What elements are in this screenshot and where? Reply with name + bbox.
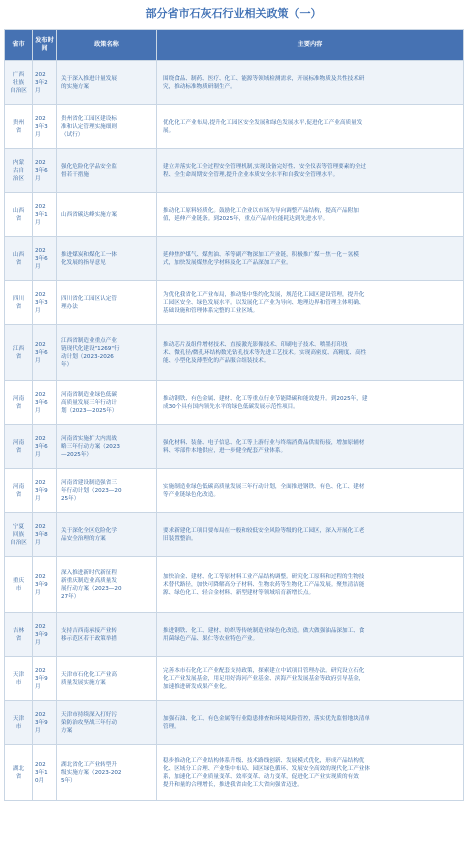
policy-name-cell-text: 贵州省化工园区建设标 准和认定管理实施细则 （试行） xyxy=(61,115,117,138)
province-cell-text: 内蒙 古自 治区 xyxy=(12,159,25,182)
policy-name-cell-text: 四川省化工园区认定管 理办法 xyxy=(61,295,117,310)
content-cell-text: 完善本市石化化工产业配套支持政策，探索建立中试项目管理办法。研究设立石化 化工产业发展基金，用足用好海河产业基金、滨海产业发展基金等政府引导基金， 加速推进研发成果产业化。 xyxy=(163,667,365,690)
content-cell-text: 推动化工原料轻质化。鼓励化工企业以市场为导向调整产品结构，提高产品附加 值，延伸产业链条。到2025年，重点产品单位能耗达到先进水平。 xyxy=(163,207,359,222)
table-row xyxy=(5,281,464,325)
date-cell-text: 202 3年6 月 xyxy=(35,435,48,458)
date-cell-text: 202 3年3 月 xyxy=(35,115,48,138)
content-cell-text: 加快冶金、建材、化工等原材料工业产品结构调整。研究化工原料和过程的生物技 术替代路径，加快可降解高分子材料、生物农药等生物化工产品发展。聚焦清洁能 源、绿色化工、轻合金材料、新型建材等领域培育新增长点。 xyxy=(163,573,365,596)
content-cell xyxy=(157,381,464,425)
header-province: 省市 xyxy=(5,30,33,61)
province-cell-text: 天津 市 xyxy=(12,715,25,730)
province-cell xyxy=(5,657,33,701)
content-cell-text: 推动钢铁、有色金属、建材、化工等重点行业节能降碳和能效提升。到2025年，建 成30个具有国内领先水平的绿色低碳发展示范性项目。 xyxy=(163,395,368,410)
date-cell xyxy=(33,701,57,745)
table-row xyxy=(5,745,464,801)
policy-name-cell-text: 深入推进新时代新征程 新重庆制造业高质量发 展行动方案（2023—20 27年） xyxy=(61,569,122,600)
content-cell xyxy=(157,745,464,801)
date-cell-text: 202 3年6 月 xyxy=(35,247,48,270)
date-cell xyxy=(33,613,57,657)
policy-name-cell-text: 河南省建设制造强省三 年行动计划（2023—20 25年） xyxy=(61,479,122,502)
province-cell-text: 河南 省 xyxy=(12,395,25,410)
date-cell xyxy=(33,325,57,381)
province-cell xyxy=(5,193,33,237)
province-cell-text: 河南 省 xyxy=(12,483,25,498)
table-row xyxy=(5,237,464,281)
date-cell xyxy=(33,745,57,801)
content-cell-text: 强化材料、装备、电子信息、化工等上游行业与终端消费品供需衔接，增加原辅材 料、零部件本地供应，进一步健全配套产业体系。 xyxy=(163,439,365,454)
province-cell xyxy=(5,701,33,745)
content-cell xyxy=(157,193,464,237)
date-cell xyxy=(33,425,57,469)
content-cell-text: 优化化工产业布局,提升化工园区安全发展和绿色发展水平,促进化工产业高质量发 展。 xyxy=(163,119,363,134)
province-cell xyxy=(5,381,33,425)
content-cell xyxy=(157,513,464,557)
table-row xyxy=(5,469,464,513)
province-cell xyxy=(5,105,33,149)
content-cell-text: 推动芯片及组件增材技术、直接激光影像技术、印刷电子技术、喷墨打印技 术、微孔径/微孔环结构数光钻孔技术等先进工艺技术。实现高密度、高精度、高性 能、小型化及薄型化的产品服合组装技术。 xyxy=(163,341,367,364)
date-cell xyxy=(33,381,57,425)
policy-name-cell-text: 河南省制造业绿色低碳 高质量发展三年行动计 划（2023—2025年） xyxy=(61,391,118,414)
province-cell-text: 吉林 省 xyxy=(12,627,25,642)
date-cell xyxy=(33,513,57,557)
content-cell-text: 建立并落实化工全过程安全管理机制,实现设备完好性、安全仪表等管理要素的全过 程、全生命周期安全管理,提升企业本质安全水平和自我安全管理水平。 xyxy=(163,163,367,178)
content-cell xyxy=(157,613,464,657)
content-cell-text: 围绕食品、制药、医疗、化工、能源等领域检测需求，开展标准物质及共性技术研 究，推动标准物质研制生产。 xyxy=(163,75,365,90)
date-cell-text: 202 3年6 月 xyxy=(35,391,48,414)
province-cell xyxy=(5,325,33,381)
date-cell xyxy=(33,149,57,193)
date-cell-text: 202 3年9 月 xyxy=(35,667,48,690)
policy-name-cell xyxy=(57,513,157,557)
province-cell xyxy=(5,237,33,281)
date-cell-text: 202 3年3 月 xyxy=(35,291,48,314)
date-cell-text: 202 3年9 月 xyxy=(35,573,48,596)
province-cell-text: 山西 省 xyxy=(12,207,25,222)
table-row xyxy=(5,657,464,701)
table-row xyxy=(5,149,464,193)
policy-name-cell xyxy=(57,701,157,745)
date-cell xyxy=(33,61,57,105)
province-cell xyxy=(5,745,33,801)
content-cell-text: 稳步推动化工产业结构体系升级、技术路线创新、发展模式优化，形成产品结构优 化、区域分工合理、产业集中布局、园区绿色循环、发展安全高效的现代化工产业体 系，加速化工产业质量变革、效率变革、动力变革，促进化工产业实现质的有效 提升和量的合理增长，推进我省由化工大省向强省迈进。 xyxy=(163,757,370,788)
content-cell-text: 为优化我省化工产业布局，推动集中集约化发展，规范化工园区建设管理，提升化 工园区安全、绿色发展水平。以发展化工产业为导向、地理边界和管理主体明确、 基础设施和管理体系完整的工业区域。 xyxy=(163,291,365,314)
date-cell-text: 202 3年2 月 xyxy=(35,71,48,94)
content-cell xyxy=(157,557,464,613)
date-cell xyxy=(33,469,57,513)
content-cell xyxy=(157,237,464,281)
province-cell-text: 贵州 省 xyxy=(12,119,25,134)
policy-name-cell-text: 推进煤炭和煤化工一体 化发展的指导意见 xyxy=(61,251,117,266)
province-cell xyxy=(5,557,33,613)
policy-name-cell xyxy=(57,469,157,513)
table-header-row xyxy=(5,30,464,61)
date-cell-text: 202 3年1 月 xyxy=(35,203,48,226)
date-cell xyxy=(33,557,57,613)
policy-name-cell xyxy=(57,281,157,325)
table-row xyxy=(5,105,464,149)
header-content: 主要内容 xyxy=(157,30,464,61)
policy-name-cell xyxy=(57,657,157,701)
policy-name-cell-text: 天津市石化化工产业高 质量发展实施方案 xyxy=(61,671,117,686)
header-policy: 政策名称 xyxy=(57,30,157,61)
date-cell-text: 202 3年1 0月 xyxy=(35,761,48,784)
policy-name-cell xyxy=(57,745,157,801)
date-cell xyxy=(33,193,57,237)
policy-name-cell-text: 河南省实施扩大内需战 略三年行动方案（2023 —2025年） xyxy=(61,435,120,458)
content-cell xyxy=(157,149,464,193)
province-cell-text: 重庆 市 xyxy=(12,577,25,592)
province-cell xyxy=(5,149,33,193)
content-cell xyxy=(157,469,464,513)
date-cell-text: 202 3年6 月 xyxy=(35,341,48,364)
table-row xyxy=(5,381,464,425)
content-cell-text: 实施制造业绿色低碳高质量发展三年行动计划，全面推进钢铁、有色、化工、建材 等产业链绿色化改造。 xyxy=(163,483,365,498)
table-row xyxy=(5,325,464,381)
province-cell-text: 四川 省 xyxy=(12,295,25,310)
date-cell-text: 202 3年6 月 xyxy=(35,159,48,182)
province-cell-text: 江西 省 xyxy=(12,345,25,360)
policy-name-cell xyxy=(57,613,157,657)
policy-name-cell-text: 强化危险化学品安全监 督若干措施 xyxy=(61,163,117,178)
policy-table xyxy=(4,29,464,801)
province-cell-text: 湖北 省 xyxy=(12,765,25,780)
date-cell xyxy=(33,657,57,701)
table-row xyxy=(5,701,464,745)
policy-name-cell-text: 关于深化全区危险化学 品安全治理的方案 xyxy=(61,527,117,542)
policy-name-cell xyxy=(57,237,157,281)
date-cell-text: 202 3年9 月 xyxy=(35,479,48,502)
content-cell-text: 加强石油、化工、有色金属等行业隐患排查和环境风险管控，落实优先监督地块清单 管理。 xyxy=(163,715,370,730)
date-cell xyxy=(33,105,57,149)
policy-name-cell-text: 山西省碳达峰实施方案 xyxy=(61,211,117,218)
province-cell xyxy=(5,469,33,513)
table-row xyxy=(5,193,464,237)
header-date: 发布时间 xyxy=(33,30,57,61)
table-row xyxy=(5,513,464,557)
content-cell-text: 延伸焦炉煤气、煤焦油、苯等副产物深加工产业链，积极推广煤－焦－化－氢模 式，加快发展煤焦化学材料及化工产品深加工产业。 xyxy=(163,251,359,266)
content-cell xyxy=(157,701,464,745)
date-cell xyxy=(33,281,57,325)
province-cell xyxy=(5,61,33,105)
content-cell xyxy=(157,61,464,105)
content-cell xyxy=(157,657,464,701)
policy-name-cell xyxy=(57,105,157,149)
table-row xyxy=(5,557,464,613)
date-cell-text: 202 3年9 月 xyxy=(35,711,48,734)
province-cell-text: 山西 省 xyxy=(12,251,25,266)
table-row xyxy=(5,425,464,469)
policy-name-cell xyxy=(57,381,157,425)
content-cell xyxy=(157,425,464,469)
page-title: 部分省市石灰石行业相关政策（一） xyxy=(145,7,322,20)
table-row xyxy=(5,613,464,657)
date-cell xyxy=(33,237,57,281)
province-cell xyxy=(5,281,33,325)
province-cell xyxy=(5,425,33,469)
policy-name-cell xyxy=(57,325,157,381)
policy-name-cell xyxy=(57,557,157,613)
content-cell xyxy=(157,281,464,325)
date-cell-text: 202 3年9 月 xyxy=(35,623,48,646)
content-cell-text: 要求新建化工项目要布局在一般和较低安全风险等级的化工园区，深入开展化工老 旧装置整治。 xyxy=(163,527,365,542)
province-cell xyxy=(5,613,33,657)
policy-name-cell-text: 关于深入推进计量发展 的实施方案 xyxy=(61,75,117,90)
table-body xyxy=(5,61,464,801)
policy-name-cell-text: 天津市持续深入打好污 染防治攻坚战三年行动 方案 xyxy=(61,711,117,734)
policy-name-cell xyxy=(57,193,157,237)
policy-name-cell-text: 江西省制造业重点产业 链现代化建设"1269"行 动计划（2023-2026 年） xyxy=(61,337,120,368)
policy-name-cell-text: 支持吉西南承接产业转 移示范区若干政策举措 xyxy=(61,627,117,642)
content-cell xyxy=(157,325,464,381)
policy-name-cell xyxy=(57,149,157,193)
policy-name-cell xyxy=(57,425,157,469)
province-cell-text: 天津 市 xyxy=(12,671,25,686)
content-cell xyxy=(157,105,464,149)
policy-name-cell-text: 湖北省化工产业转型升 级实施方案（2023-202 5年） xyxy=(61,761,122,784)
province-cell-text: 广西 壮族 自治区 xyxy=(10,71,27,94)
province-cell xyxy=(5,513,33,557)
province-cell-text: 河南 省 xyxy=(12,439,25,454)
content-cell-text: 推进钢铁、化工、建材、纺织等传统制造业绿色化改造。做大做强油品深加工、食 用菌绿色产品、果仁等农业特色产业。 xyxy=(163,627,365,642)
table-row xyxy=(5,61,464,105)
province-cell-text: 宁夏 回族 自治区 xyxy=(10,523,27,546)
date-cell-text: 202 3年8 月 xyxy=(35,523,48,546)
policy-name-cell xyxy=(57,61,157,105)
